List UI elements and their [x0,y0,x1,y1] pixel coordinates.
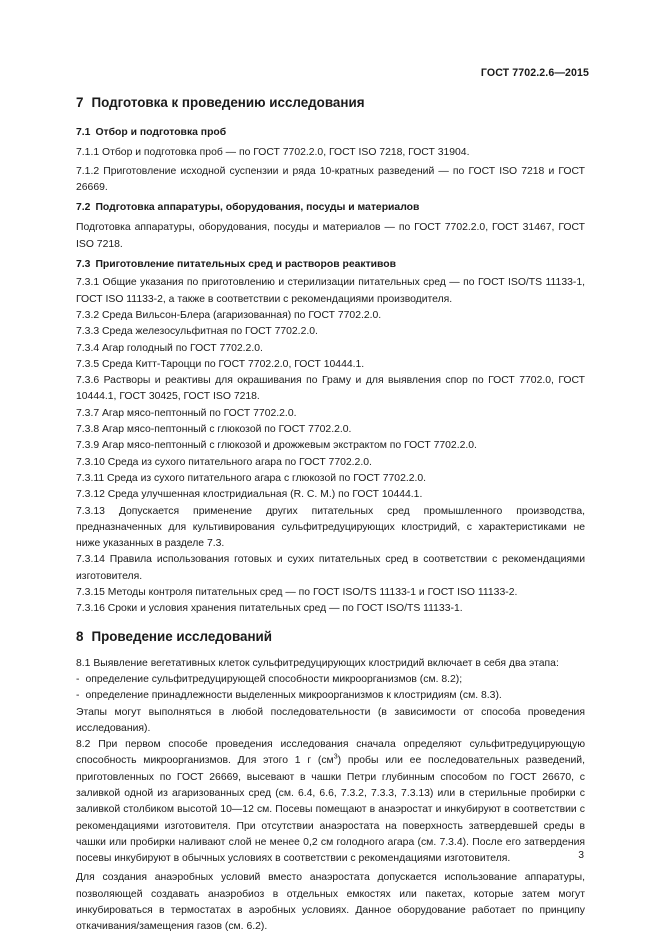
paragraph-7-1-2: 7.1.2 Приготовление исходной суспензии и ряда 10-кратных разведений — по ГОСТ ISO 7218 и ГОСТ 26669. [76,165,585,193]
paragraph-anaerobic: Для создания анаэробных условий вместо анаэростата допускается использование аппаратуры, позволяющей создавать анаэробиоз в отдельных емкостях или пакетах, которые затем могут инкубироваться в термостатах в аэробных условиях. Данное оборудование работает по принципу откачивания/замещения газов (см. 6.2). [76,872,585,933]
list-item: 7.3.13 Допускается применение других питательных сред промышленного производства, предназначенных для культивирования сульфитредуцирующих клостридий, с характеристиками не ниже указанных в разделе 7.3. [76,505,585,550]
list-item: 7.3.7 Агар мясо-пептонный по ГОСТ 7702.2.0. [76,407,297,419]
list-item: 7.3.3 Среда железосульфитная по ГОСТ 7702.2.0. [76,326,318,338]
list-item: 7.3.11 Среда из сухого питательного агара с глюкозой по ГОСТ 7702.2.0. [76,472,427,484]
subsection-7-1-heading [76,125,585,141]
dash-item: - определение сульфитредуцирующей способности микроорганизмов (см. 8.2); [76,672,585,688]
list-item: 7.3.16 Сроки и условия хранения питательных сред — по ГОСТ ISO/TS 11133-1. [76,603,463,615]
subsection-7-3-heading [76,257,585,273]
paragraph-7-2: Подготовка аппаратуры, оборудования, посуды и материалов — по ГОСТ 7702.2.0, ГОСТ 31467, ГОСТ ISO 7218. [76,222,585,250]
subsection-title: Подготовка аппаратуры, оборудования, посуды и материалов [95,202,420,214]
list-item: 7.3.4 Агар голодный по ГОСТ 7702.2.0. [76,342,263,354]
section-number: 7 [76,95,84,110]
dash-item: - определение принадлежности выделенных микроорганизмов к клостридиям (см. 8.3). [76,688,585,704]
subsection-title: Приготовление питательных сред и растворов реактивов [95,259,397,271]
subsection-number: 7.2 [76,202,91,214]
list-item: 7.3.9 Агар мясо-пептонный с глюкозой и дрожжевым экстрактом по ГОСТ 7702.2.0. [76,440,477,452]
section-8-heading [76,628,585,646]
section-title: Проведение исследований [91,628,273,644]
list-item: 7.3.10 Среда из сухого питательного агара по ГОСТ 7702.2.0. [76,456,372,468]
paragraph-8-1: 8.1 Выявление вегетативных клеток сульфитредуцирующих клостридий включает в себя два этапа: [76,657,559,669]
page-number: 3 [578,850,584,861]
list-item: 7.3.8 Агар мясо-пептонный с глюкозой по ГОСТ 7702.2.0. [76,424,352,436]
superscript: 3 [333,753,338,761]
paragraph-stages: Этапы могут выполняться в любой последовательности (в зависимости от способа проведения исследования). [76,706,585,734]
document-header: ГОСТ 7702.2.6—2015 [480,67,589,79]
paragraph-8-2-part-b: ) пробы или ее последовательных разведений, приготовленных по ГОСТ 26669, высевают в чашки Петри глубинным способом по ГОСТ 26670, с заливкой одной из агаризованных сред (см. 6.4, 6.6, 7.3.2, 7.3.3, 7.3.13) или в стерильные пробирки с заливкой столбиком высотой 10—12 см. Посевы помещают в анаэростат и инкубируют в соответствии с рекомендациями изготовителя. При отсутствии анаэростата на поверхность затвердевшей среды в чашки или пробирки наливают слой не менее 0,2 см голодного агара (см. 7.3.4). После его затвердения посевы инкубируют в обычных условиях в соответствии с рекомендациями изготовителя. [76,755,585,865]
section-number: 8 [76,628,84,644]
section-title: Подготовка к проведению исследования [91,95,365,110]
document-body [76,90,585,936]
paragraph-8-2 [76,737,585,867]
subsection-number: 7.3 [76,259,91,271]
list-item: 7.3.15 Методы контроля питательных сред — по ГОСТ ISO/TS 11133-1 и ГОСТ ISO 11133-2. [76,587,518,599]
list-item: 7.3.5 Среда Китт-Тароцци по ГОСТ 7702.2.0, ГОСТ 10444.1. [76,358,365,370]
list-item: 7.3.2 Среда Вильсон-Блера (агаризованная) по ГОСТ 7702.2.0. [76,309,382,321]
paragraph-8-2-part-a: 8.2 При первом способе проведения исследования сначала определяют сульфитредуцирующую способность микроорганизмов. Для этого 1 г (см [76,739,585,767]
list-item: 7.3.12 Среда улучшенная клостридиальная (R. C. M.) по ГОСТ 10444.1. [76,489,423,501]
paragraph-7-1-1: 7.1.1 Отбор и подготовка проб — по ГОСТ 7702.2.0, ГОСТ ISO 7218, ГОСТ 31904. [76,147,470,159]
list-7-3 [76,275,585,617]
list-item: 7.3.6 Растворы и реактивы для окрашивания по Граму и для выявления спор по ГОСТ 7702.0, ГОСТ 10444.1, ГОСТ 30425, ГОСТ ISO 7218. [76,375,585,403]
subsection-title: Отбор и подготовка проб [95,127,227,138]
subsection-number: 7.1 [76,127,91,138]
section-7-heading [76,94,585,112]
list-item: 7.3.14 Правила использования готовых и сухих питательных сред в соответствии с рекомендациями изготовителя. [76,554,585,582]
subsection-7-2-heading [76,200,585,216]
list-item: 7.3.1 Общие указания по приготовлению и стерилизации питательных сред — по ГОСТ ISO/TS 11133-1, ГОСТ ISO 11133-2, а также в соответствии с рекомендациями производителя. [76,277,585,305]
